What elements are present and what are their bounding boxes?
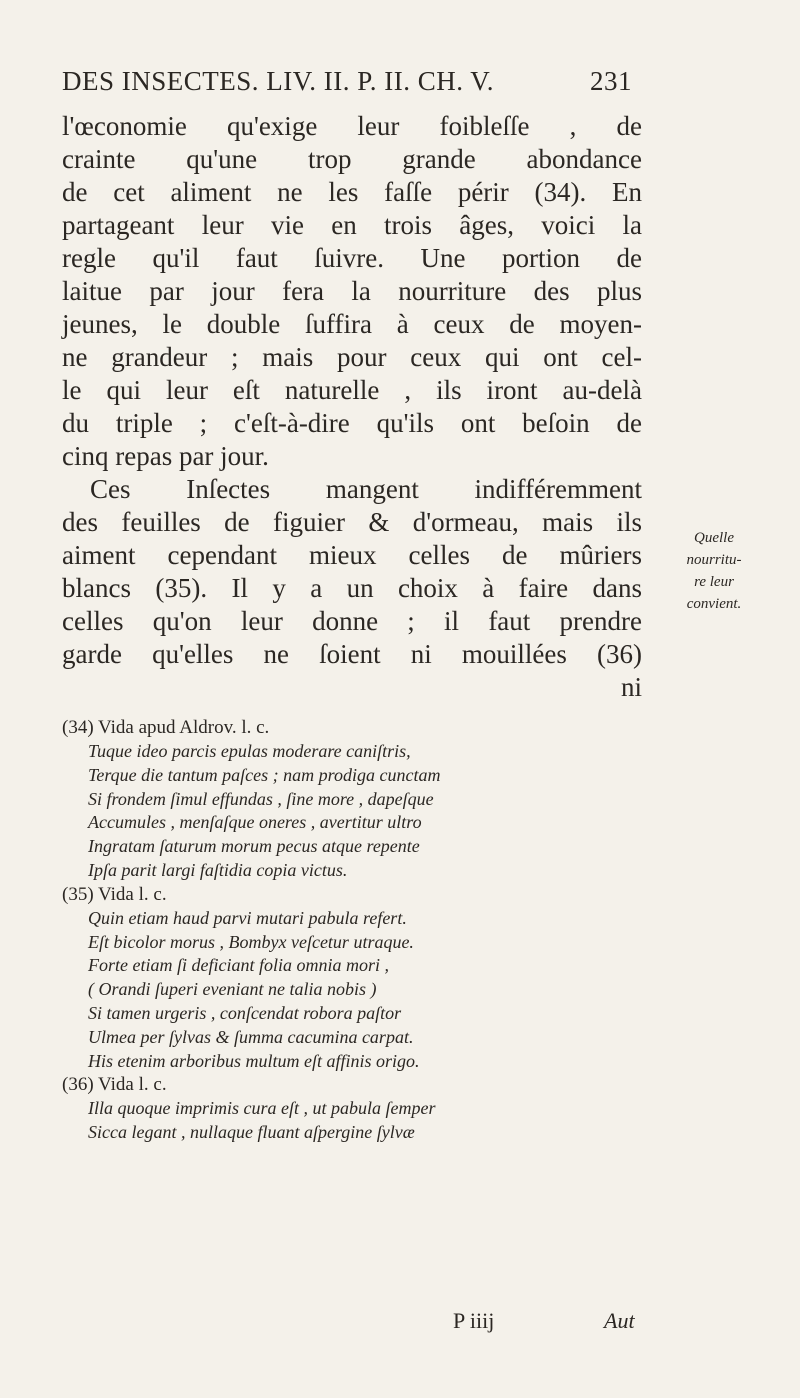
verse-line: Forte etiam ſi deficiant folia omnia mori ,: [88, 955, 389, 976]
text-line: partageant leur vie en trois âges, voici la: [62, 210, 642, 240]
margin-note-line: Quelle: [694, 530, 734, 546]
text-line: garde qu'elles ne ſoient ni mouillées (36): [62, 639, 642, 669]
margin-note-line: nourritu-: [686, 552, 742, 568]
text-line: l'œconomie qu'exige leur foibleſſe , de: [62, 111, 642, 141]
footnotes: [62, 716, 642, 1145]
margin-note-line: convient.: [686, 596, 742, 612]
text-line: le qui leur eſt naturelle , ils iront au-delà: [62, 375, 642, 405]
page-number: 231: [590, 66, 632, 96]
running-title: DES INSECTES. LIV. II. P. II. CH. V.: [62, 66, 495, 96]
footnote-36: [62, 1073, 642, 1145]
margin-note: [654, 527, 774, 615]
verse-line: Sicca legant , nullaque fluant aſpergine ſylvæ: [88, 1122, 415, 1143]
text-line: du triple ; c'eſt-à-dire qu'ils ont beſoin de: [62, 408, 642, 438]
running-header: [62, 66, 632, 97]
signature-mark: P iiij: [453, 1308, 495, 1333]
footnote-35: [62, 883, 642, 1074]
page-footer: [0, 1308, 800, 1338]
margin-note-line: re leur: [694, 574, 734, 590]
text-line: ni: [620, 672, 642, 702]
footnote-reference: (36) Vida l. c.: [62, 1074, 167, 1096]
verse-line: Terque die tantum paſces ; nam prodiga cunctam: [88, 764, 441, 785]
text-line: cinq repas par jour.: [62, 441, 269, 471]
paragraph-start-line: Ces Inſectes mangent indifféremment: [90, 474, 642, 504]
verse-line: ( Orandi ſuperi eveniant ne talia nobis ): [88, 979, 377, 1000]
verse-line: Si frondem ſimul effundas , ſine more , dapeſque: [88, 788, 434, 809]
text-line: ne grandeur ; mais pour ceux qui ont cel-: [62, 342, 642, 372]
text-line: de cet aliment ne les faſſe périr (34). En: [62, 177, 642, 207]
text-line: jeunes, le double ſuffira à ceux de moyen-: [62, 309, 642, 339]
footnote-reference: (35) Vida l. c.: [62, 883, 167, 905]
verse-line: Ingratam ſaturum morum pecus atque repente: [88, 836, 420, 857]
verse-line: Illa quoque imprimis cura eſt , ut pabula ſemper: [88, 1098, 436, 1119]
text-line: celles qu'on leur donne ; il faut prendre: [62, 606, 642, 636]
text-line: crainte qu'une trop grande abondance: [62, 144, 642, 174]
verse-line: Si tamen urgeris , conſcendat robora paſtor: [88, 1002, 402, 1023]
text-line: laitue par jour fera la nourriture des plus: [62, 276, 642, 306]
text-line: blancs (35). Il y a un choix à faire dans: [62, 573, 642, 603]
text-line: des feuilles de figuier & d'ormeau, mais ils: [62, 507, 642, 537]
footnote-reference: (34) Vida apud Aldrov. l. c.: [62, 717, 270, 738]
footnote-34: [62, 716, 642, 883]
text-line: aiment cependant mieux celles de mûriers: [62, 540, 642, 570]
text-line: regle qu'il faut ſuivre. Une portion de: [62, 243, 642, 273]
verse-line: Tuque ideo parcis epulas moderare caniſtris,: [88, 741, 411, 761]
verse-line: Quin etiam haud parvi mutari pabula refert.: [88, 907, 407, 928]
main-text: [62, 110, 642, 704]
verse-line: His etenim arboribus multum eſt affinis origo.: [88, 1050, 420, 1071]
catchword: Aut: [604, 1308, 635, 1333]
verse-line: Ulmea per ſylvas & ſumma cacumina carpat.: [88, 1026, 414, 1047]
verse-line: Ipſa parit largi faſtidia copia victus.: [88, 859, 348, 880]
verse-line: Accumules , menſaſque oneres , avertitur ultro: [88, 812, 422, 833]
verse-line: Eſt bicolor morus , Bombyx veſcetur utraque.: [88, 931, 414, 952]
